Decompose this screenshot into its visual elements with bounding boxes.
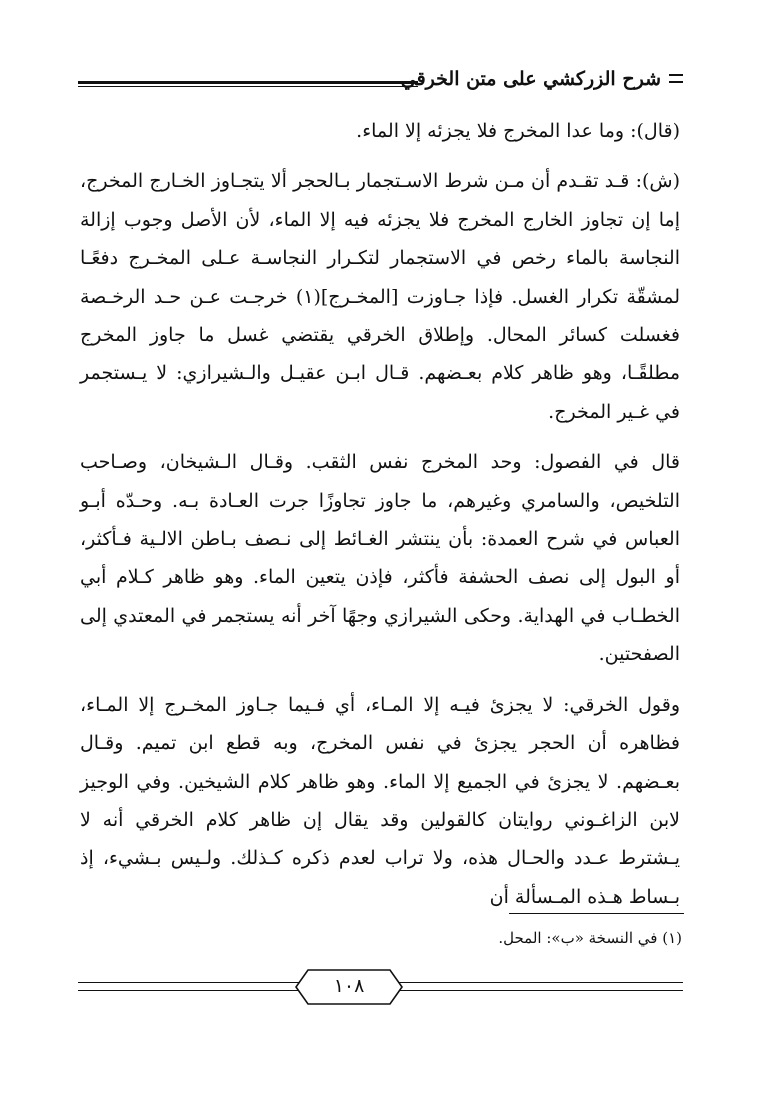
paragraph-sharh: (ش): قـد تقـدم أن مـن شرط الاسـتجمار بـالحجر ألا يتجـاوز الخـارج المخرج، إما إن تجاوز الخارج المخرج فلا يجزئه فيه إلا الماء، لأن الأصل وجوب إزالة النجاسة بالماء رخص في الاستجمار لتكـرار النجاسـة عـلى المخـرج دفعًـا لمشقّة تكرار الغسل. فإذا جـاوزت [المخـرج](١) خرجـت عـن حـد الرخـصة فغسلت كسائر المحال. وإطلاق الخرقي يقتضي غسل ما جاوز المخرج مطلقًـا، وهو ظاهر كلام بعـضهم. قـال ابـن عقيـل والـشيرازي: لا يـستجمر في غـير المخرج. (80, 170, 680, 423)
page-footer (78, 968, 683, 1008)
header-rule (78, 81, 418, 87)
paragraph-fusul: قال في الفصول: وحد المخرج نفس الثقب. وقـال الـشيخان، وصـاحب التلخيص، والسامري وغيرهم، ما جاوز تجاوزًا جرت العـادة بـه. وحـدّه أبـو العباس في شرح العمدة: بأن ينتشر الغـائط إلى نـصف بـاطن الالـية فـأكثر، أو البول إلى نصف الحشفة فأكثر، فإذن يتعين الماء. وهو ظاهر كـلام أبي الخطـاب في الهداية. وحكى الشيرازي وجهًا آخر أنه يستجمر في المعتدي إلى الصفحتين. (80, 451, 680, 666)
footnote-separator (509, 913, 684, 914)
header-ornament (669, 74, 683, 83)
book-title: شرح الزركشي على متن الخرقي (400, 68, 661, 90)
body-text (80, 112, 680, 908)
page-number-ornament (294, 968, 404, 1006)
running-header (78, 66, 683, 100)
paragraph-kharqi: وقول الخرقي: لا يجزئ فيـه إلا المـاء، أي فـيما جـاوز المخـرج إلا المـاء، فظاهره أن الحجر يجزئ في نفس المخرج، وبه قطع ابن تميم. وقـال بعـضهم. لا يجزئ في الجميع إلا الماء. وهو ظاهر كلام الشيخين. وفي الوجيز لابن الزاغـوني روايتان كالقولين وقد يقال إن ظاهر كلام الخرقي أنه لا يـشترط عـدد والحـال هذه، ولا تراب لعدم ذكره كـذلك. ولـيس بـشيء، إذ بـساط هـذه المـسألة أن (80, 693, 680, 908)
footnote: (١) في النسخة «ب»: المحل. (498, 929, 682, 947)
paragraph-matn: (قال): وما عدا المخرج فلا يجزئه إلا الماء. (356, 120, 680, 142)
page-number: ١٠٨ (333, 975, 365, 997)
